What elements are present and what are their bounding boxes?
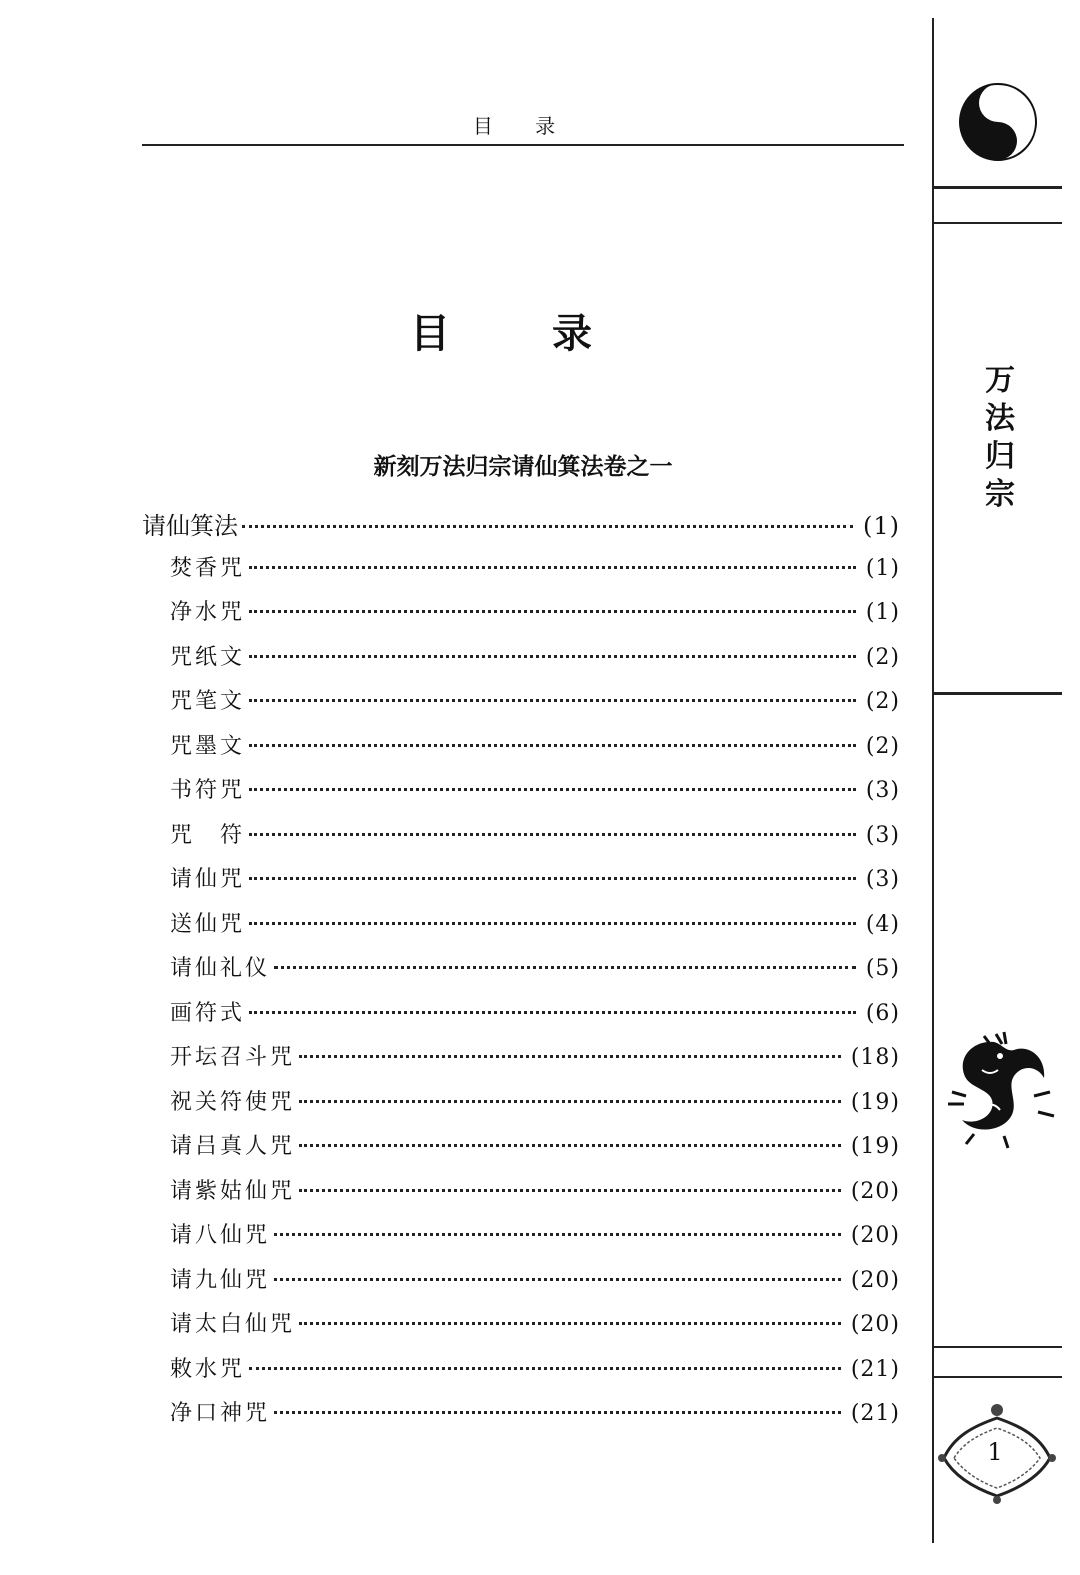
toc-entry: [142, 640, 900, 685]
toc-entry-page: (19): [850, 1089, 900, 1115]
sidebar-book-title: [978, 362, 1022, 514]
toc-entry-label: 咒笔文: [170, 689, 246, 714]
toc-entry: [142, 595, 900, 640]
toc-entry: [142, 1085, 900, 1130]
sidebar-rule: [934, 692, 1062, 695]
toc-entry: [142, 1040, 900, 1085]
toc-entry-label: 请仙礼仪: [170, 956, 271, 981]
sidebar-title-char: 万: [985, 363, 1015, 398]
sidebar-title-char: 法: [985, 401, 1015, 436]
toc-entry: [142, 996, 900, 1041]
toc-entry-label: 请太白仙咒: [170, 1312, 296, 1337]
toc-leader-dots: [299, 1100, 841, 1103]
toc-entry: [142, 818, 900, 863]
toc-entry-label: 咒 符: [170, 822, 246, 848]
page-number: 1: [987, 1438, 1003, 1466]
sidebar-rule: [934, 186, 1062, 189]
toc-entry-page: (4): [865, 911, 900, 937]
toc-leader-dots: [249, 566, 856, 569]
table-of-contents: [142, 506, 900, 1441]
toc-leader-dots: [249, 744, 856, 747]
sidebar-border: [932, 18, 934, 1543]
toc-entry: [142, 907, 900, 952]
toc-entry: [142, 1263, 900, 1308]
toc-entry: [142, 1396, 900, 1441]
sidebar-title-char: 归: [985, 439, 1015, 474]
toc-leader-dots: [299, 1144, 841, 1147]
toc-entry-page: (3): [865, 822, 900, 848]
toc-entry-page: (18): [850, 1045, 900, 1070]
toc-leader-dots: [299, 1189, 841, 1192]
dragon-icon: [934, 1022, 1060, 1152]
toc-entry-label: 祝关符使咒: [170, 1089, 296, 1115]
toc-entry-page: (5): [865, 956, 900, 981]
header-rule: [142, 144, 904, 146]
toc-entry-label: 请九仙咒: [170, 1267, 271, 1293]
volume-title: 新刻万法归宗请仙箕法卷之一: [373, 454, 673, 480]
toc-entry: [142, 506, 900, 551]
toc-entry-page: (20): [850, 1178, 900, 1204]
toc-entry-page: (20): [850, 1312, 900, 1337]
toc-entry-label: 送仙咒: [170, 911, 246, 937]
toc-entry-page: (20): [850, 1267, 900, 1293]
toc-entry: [142, 1307, 900, 1352]
toc-entry-page: (6): [865, 1000, 900, 1026]
toc-entry-page: (2): [865, 733, 900, 759]
toc-entry-label: 请仙箕法: [142, 512, 238, 540]
toc-entry-label: 咒墨文: [170, 733, 246, 759]
toc-entry-label: 咒纸文: [170, 644, 246, 670]
toc-entry: [142, 1218, 900, 1263]
toc-leader-dots: [249, 788, 856, 791]
running-head: 目 录: [472, 114, 574, 138]
toc-leader-dots: [299, 1055, 841, 1058]
toc-leader-dots: [274, 1278, 841, 1281]
sidebar-rule: [934, 1346, 1062, 1348]
sidebar-rule: [934, 1376, 1062, 1378]
toc-entry-page: (21): [850, 1401, 900, 1426]
toc-entry-page: (19): [850, 1134, 900, 1159]
toc-entry-label: 请紫姑仙咒: [170, 1178, 296, 1204]
toc-leader-dots: [249, 655, 856, 658]
toc-entry-label: 焚香咒: [170, 555, 246, 581]
toc-entry-page: (3): [865, 867, 900, 892]
toc-leader-dots: [249, 877, 856, 880]
toc-entry-page: (2): [865, 644, 900, 670]
toc-leader-dots: [249, 833, 856, 836]
toc-leader-dots: [249, 610, 856, 613]
toc-entry-page: (21): [850, 1356, 900, 1382]
yinyang-icon: [958, 82, 1038, 162]
toc-entry: [142, 684, 900, 729]
toc-entry-label: 书符咒: [170, 778, 246, 803]
toc-entry-page: (1): [865, 600, 900, 625]
toc-entry-label: 敕水咒: [170, 1356, 246, 1382]
toc-leader-dots: [249, 922, 856, 925]
toc-leader-dots: [249, 1011, 856, 1014]
toc-entry-label: 请八仙咒: [170, 1223, 271, 1248]
toc-entry-page: (1): [865, 555, 900, 581]
sidebar-title-char: 宗: [985, 477, 1015, 512]
toc-entry: [142, 773, 900, 818]
toc-entry-label: 净水咒: [170, 600, 246, 625]
toc-entry-label: 画符式: [170, 1000, 246, 1026]
toc-leader-dots: [274, 966, 856, 969]
toc-entry: [142, 1352, 900, 1397]
toc-entry-page: (20): [850, 1223, 900, 1248]
toc-leader-dots: [249, 1367, 841, 1370]
toc-entry: [142, 951, 900, 996]
toc-entry-label: 净口神咒: [170, 1401, 271, 1426]
toc-entry: [142, 551, 900, 596]
toc-entry-page: (3): [865, 778, 900, 803]
toc-entry-label: 开坛召斗咒: [170, 1045, 296, 1070]
toc-leader-dots: [299, 1322, 841, 1325]
toc-entry-page: (2): [865, 689, 900, 714]
toc-leader-dots: [249, 699, 856, 702]
toc-entry: [142, 729, 900, 774]
toc-entry-page: (1): [863, 512, 900, 540]
toc-leader-dots: [274, 1233, 841, 1236]
toc-entry-label: 请吕真人咒: [170, 1134, 296, 1159]
toc-entry: [142, 1174, 900, 1219]
toc-leader-dots: [242, 525, 853, 528]
sidebar-rule: [934, 222, 1062, 224]
toc-leader-dots: [274, 1411, 841, 1414]
toc-entry-label: 请仙咒: [170, 867, 246, 892]
page-title: 目 录: [410, 310, 636, 357]
toc-entry: [142, 862, 900, 907]
toc-entry: [142, 1129, 900, 1174]
